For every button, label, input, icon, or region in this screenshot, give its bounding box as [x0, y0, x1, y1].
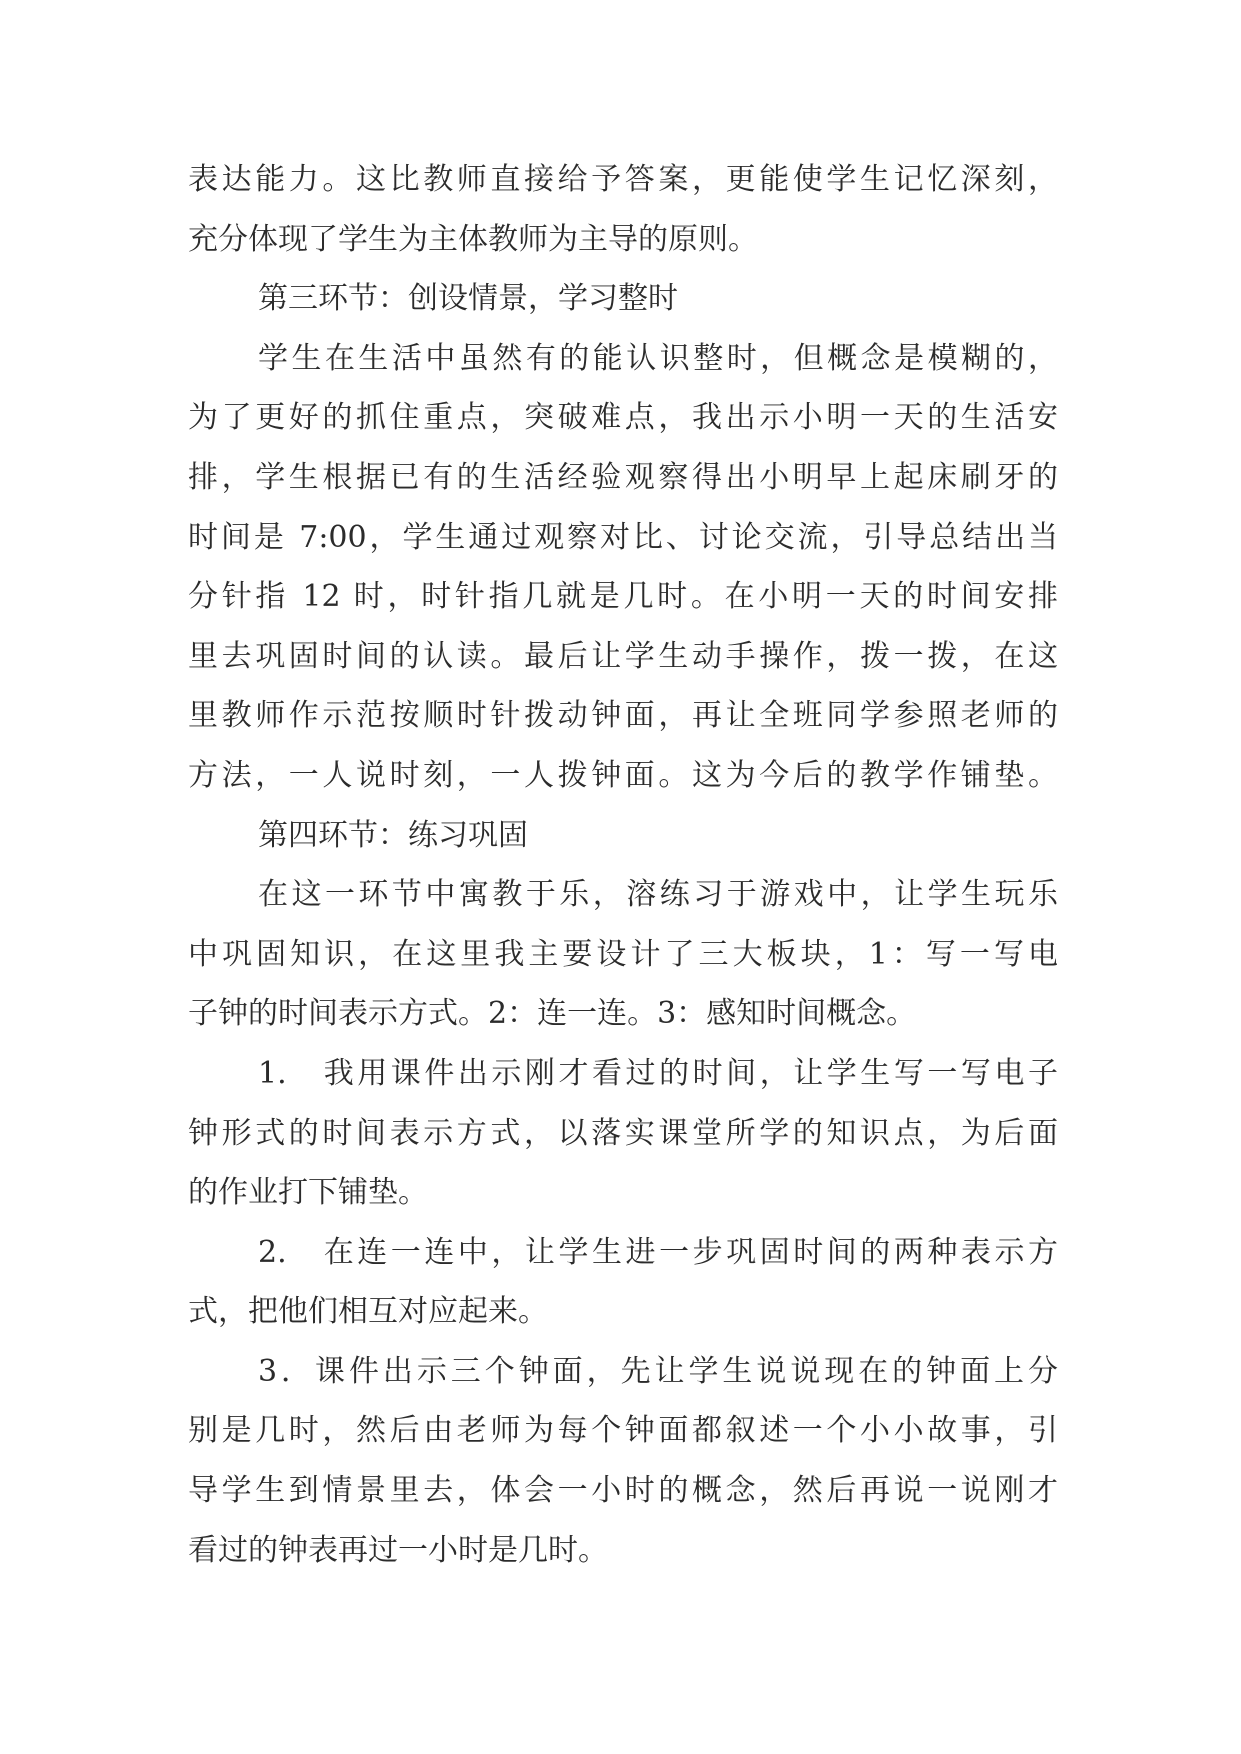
section-heading: 第三环节：创设情景，学习整时	[258, 281, 678, 317]
text-line: 排，学生根据已有的生活经验观察得出小明早上起床刷牙的	[188, 459, 1058, 495]
text-line: 为了更好的抓住重点，突破难点，我出示小明一天的生活安	[188, 400, 1058, 436]
document-page	[188, 150, 1058, 1580]
text-line: 方法，一人说时刻，一人拨钟面。这为今后的教学作铺垫。	[188, 757, 1058, 793]
text-line: 里去巩固时间的认读。最后让学生动手操作，拨一拨，在这	[188, 638, 1058, 674]
text-line: 在这一环节中寓教于乐，溶练习于游戏中，让学生玩乐	[258, 877, 1058, 913]
text-line: 导学生到情景里去，体会一小时的概念，然后再说一说刚才	[188, 1473, 1058, 1509]
text-line: 看过的钟表再过一小时是几时。	[188, 1532, 608, 1568]
list-item-1: 1. 我用课件出示刚才看过的时间，让学生写一写电子	[258, 1055, 1058, 1091]
text-line: 的作业打下铺垫。	[188, 1175, 428, 1211]
text-line: 学生在生活中虽然有的能认识整时，但概念是模糊的，	[258, 340, 1058, 376]
text-line: 分针指 12 时，时针指几就是几时。在小明一天的时间安排	[188, 579, 1058, 615]
list-item-3: 3．课件出示三个钟面，先让学生说说现在的钟面上分	[258, 1353, 1058, 1389]
text-line: 里教师作示范按顺时针拨动钟面，再让全班同学参照老师的	[188, 698, 1058, 734]
text-line: 充分体现了学生为主体教师为主导的原则。	[188, 221, 758, 257]
text-line: 表达能力。这比教师直接给予答案，更能使学生记忆深刻，	[188, 162, 1058, 197]
text-line: 中巩固知识，在这里我主要设计了三大板块，1：写一写电	[188, 936, 1058, 972]
text-line: 式，把他们相互对应起来。	[188, 1294, 548, 1330]
section-heading: 第四环节：练习巩固	[258, 817, 528, 853]
text-line: 别是几时，然后由老师为每个钟面都叙述一个小小故事，引	[188, 1413, 1058, 1449]
list-item-2: 2. 在连一连中，让学生进一步巩固时间的两种表示方	[258, 1234, 1058, 1270]
text-line: 子钟的时间表示方式。2：连一连。3：感知时间概念。	[188, 996, 917, 1032]
text-line: 时间是 7:00，学生通过观察对比、讨论交流，引导总结出当	[188, 519, 1058, 555]
text-line: 钟形式的时间表示方式，以落实课堂所学的知识点，为后面	[188, 1115, 1058, 1151]
